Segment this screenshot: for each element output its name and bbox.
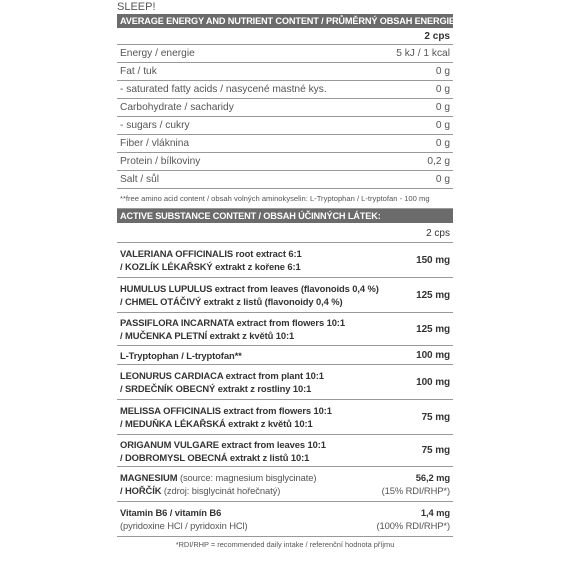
nutrient-label: Fat / tuk: [120, 66, 157, 77]
substance-amount: 100 mg: [416, 376, 450, 388]
vitamin-b6-rdi: (100% RDI/RHP*): [376, 520, 450, 531]
substance-name: PASSIFLORA INCARNATA extract from flowers 10:1: [120, 317, 345, 328]
magnesium-name-cz: / HOŘČÍK: [120, 485, 162, 496]
substance-amount: 75 mg: [421, 411, 450, 423]
energy-table-header: AVERAGE ENERGY AND NUTRIENT CONTENT / PRŮMĚRNÝ OBSAH ENERGIE A ŽIVIN:: [117, 14, 453, 28]
active-table-header: ACTIVE SUBSTANCE CONTENT / OBSAH ÚČINNÝCH LÁTEK:: [117, 209, 453, 223]
nutrient-value: 0 g: [435, 66, 450, 77]
salt-row: [117, 171, 453, 189]
nutrient-label: Carbohydrate / sacharidy: [120, 102, 234, 113]
substance-name: MELISSA OFFICINALIS extract from flowers 10:1: [120, 405, 332, 416]
substance-row-leonurus: [117, 365, 453, 400]
protein-row: [117, 153, 453, 171]
substance-name-cz: / SRDEČNÍK OBECNÝ extrakt z rostliny 10:1: [120, 383, 312, 394]
substance-amount: 100 mg: [416, 349, 450, 361]
substance-name: LEONURUS CARDIACA extract from plant 10:1: [120, 370, 324, 381]
energy-row: [117, 45, 453, 63]
sugars-row: [117, 117, 453, 135]
vitamin-b6-sub: (pyridoxine HCl / pyridoxin HCl): [120, 520, 248, 531]
substance-name: ORIGANUM VULGARE extract from leaves 10:1: [120, 438, 326, 450]
substance-name: VALERIANA OFFICINALIS root extract 6:1: [120, 248, 302, 259]
substance-name: HUMULUS LUPULUS extract from leaves (flavonoids 0,4 %): [120, 283, 379, 294]
nutrient-value: 5 kJ / 1 kcal: [396, 48, 450, 59]
carbohydrate-row: [117, 99, 453, 117]
vitamin-b6-name: Vitamin B6 / vitamín B6: [120, 507, 222, 518]
substance-amount: 150 mg: [416, 254, 450, 266]
nutrient-value: 0 g: [435, 138, 450, 149]
substance-name: L-Tryptophan / L-tryptofan**: [120, 349, 242, 361]
substance-name-cz: / MUČENKA PLETNÍ extrakt z květů 10:1: [120, 330, 295, 341]
substance-row-tryptophan: [117, 346, 453, 365]
nutrient-value: 0 g: [435, 174, 450, 185]
active-column-header: 2 cps: [117, 223, 453, 243]
amino-acid-footnote: **free amino acid content / obsah volných aminokyselin: L-Tryptophan / L-tryptofan - 100 mg: [117, 189, 453, 209]
substance-row-vitamin-b6: [117, 502, 453, 537]
nutrient-value: 0,2 g: [427, 156, 450, 167]
vitamin-b6-amount: 1,4 mg: [420, 507, 450, 518]
saturated-fat-row: [117, 81, 453, 99]
nutrient-label: Salt / sůl: [120, 174, 160, 185]
rdi-footnote: *RDI/RHP = recommended daily intake / referenční hodnota příjmu: [175, 540, 395, 549]
nutrient-label: Energy / energie: [120, 48, 195, 59]
top-text: SLEEP!: [117, 1, 156, 13]
nutrient-label: Fiber / vláknina: [120, 138, 190, 149]
magnesium-name: MAGNESIUM: [120, 472, 178, 483]
substance-row-melissa: [117, 400, 453, 435]
substance-row-magnesium: [117, 467, 453, 502]
substance-row-valeriana: [117, 243, 453, 278]
supplement-facts-label: [117, 0, 492, 553]
fiber-row: [117, 135, 453, 153]
magnesium-amount: 56,2 mg: [415, 472, 450, 483]
substance-row-origanum: [117, 435, 453, 467]
magnesium-source-cz: (zdroj: bisglycinát hořečnatý): [161, 485, 281, 496]
nutrient-label: Protein / bílkoviny: [120, 156, 201, 167]
substance-row-passiflora: [117, 313, 453, 346]
magnesium-source: (source: magnesium bisglycinate): [177, 472, 317, 483]
substance-amount: 125 mg: [416, 289, 450, 301]
energy-column-header: 2 cps: [117, 28, 453, 45]
substance-name-cz: / CHMEL OTÁČIVÝ extrakt z listů (flavonoidy 0,4 %): [120, 296, 343, 307]
substance-amount: 75 mg: [421, 445, 450, 456]
magnesium-rdi: (15% RDI/RHP*): [381, 485, 450, 496]
substance-amount: 125 mg: [416, 323, 450, 335]
nutrient-value: 0 g: [435, 120, 450, 131]
substance-name-cz: / DOBROMYSL OBECNÁ extrakt z listů 10:1: [120, 451, 310, 463]
nutrient-label: - sugars / cukry: [120, 120, 190, 131]
nutrient-value: 0 g: [435, 102, 450, 113]
nutrient-value: 0 g: [435, 84, 450, 95]
substance-row-humulus: [117, 278, 453, 313]
fat-row: [117, 63, 453, 81]
substance-name-cz: / KOZLÍK LÉKAŘSKÝ extrakt z kořene 6:1: [120, 261, 301, 272]
nutrient-label: - saturated fatty acids / nasycené mastné kys.: [120, 84, 327, 95]
substance-name-cz: / MEDUŇKA LÉKAŘSKÁ extrakt z květů 10:1: [120, 418, 313, 429]
